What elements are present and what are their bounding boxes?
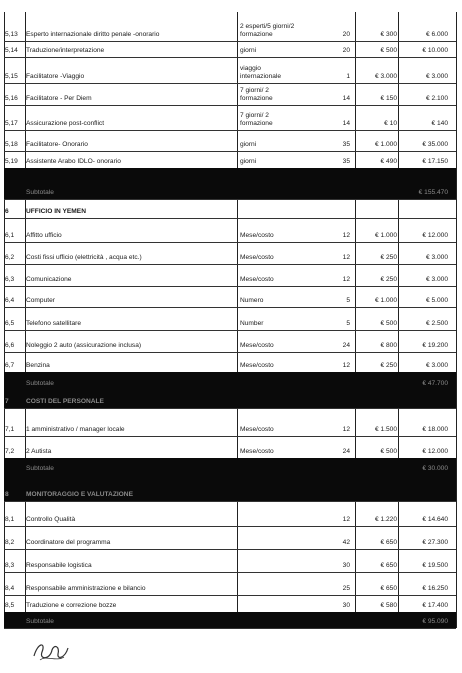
table-row xyxy=(4,12,456,42)
row-number: 7,1 xyxy=(5,426,15,433)
row-number: 5,14 xyxy=(5,47,18,54)
row-total: € 6.000 xyxy=(426,31,448,38)
row-number: 5,19 xyxy=(5,158,18,165)
row-description: Responsabile logistica xyxy=(26,562,92,569)
column-rule xyxy=(456,12,457,628)
row-unit: Mese/costo xyxy=(240,276,274,283)
row-number: 7,2 xyxy=(5,448,15,455)
row-unit-price: € 500 xyxy=(380,47,397,54)
row-unit-price: € 1.220 xyxy=(375,516,397,523)
row-unit: Mese/costo xyxy=(240,362,274,369)
row-quantity: 42 xyxy=(342,539,350,546)
row-quantity: 12 xyxy=(342,232,350,239)
row-number: 5,15 xyxy=(5,73,18,80)
row-unit-price: € 150 xyxy=(380,95,397,102)
row-number: 8,4 xyxy=(5,585,15,592)
row-description: Benzina xyxy=(26,362,50,369)
row-number: 8,2 xyxy=(5,539,15,546)
table-row xyxy=(4,572,456,596)
section-header-row xyxy=(4,199,456,219)
section-header-row xyxy=(4,390,456,409)
row-description: Subtotale xyxy=(26,189,54,196)
row-total: € 35.000 xyxy=(422,141,448,148)
table-row xyxy=(4,307,456,331)
row-unit-price: € 250 xyxy=(380,254,397,261)
row-unit: Mese/costo xyxy=(240,342,274,349)
row-description: Traduzione e correzione bozze xyxy=(26,602,117,609)
row-total: € 95.090 xyxy=(422,618,448,625)
row-number: 8,5 xyxy=(5,602,15,609)
row-description: Noleggio 2 auto (assicurazione inclusa) xyxy=(26,342,142,349)
row-total: € 5.000 xyxy=(426,297,448,304)
table-row xyxy=(4,218,456,243)
table-row xyxy=(4,330,456,353)
row-unit-price: € 580 xyxy=(380,602,397,609)
row-total: € 18.000 xyxy=(422,426,448,433)
row-unit-price: € 650 xyxy=(380,539,397,546)
row-total: € 16.250 xyxy=(422,585,448,592)
row-unit-price: € 1.000 xyxy=(375,232,397,239)
row-unit: 7 giorni/ 2 formazione xyxy=(240,87,273,102)
row-description: Coordinatore del programma xyxy=(26,539,111,546)
row-quantity: 24 xyxy=(342,448,350,455)
row-quantity: 12 xyxy=(342,426,350,433)
row-unit-price: € 490 xyxy=(380,158,397,165)
row-total: € 17.150 xyxy=(422,158,448,165)
row-number: 5,18 xyxy=(5,141,18,148)
row-description: Assicurazione post-conflict xyxy=(26,120,105,127)
subtotal-row xyxy=(4,372,456,391)
row-total: € 19.200 xyxy=(422,342,448,349)
table-row xyxy=(4,436,456,459)
row-unit-price: € 650 xyxy=(380,562,397,569)
row-description: Comunicazione xyxy=(26,276,72,283)
row-unit: 7 giorni/ 2 formazione xyxy=(240,112,273,127)
row-number: 6 xyxy=(5,208,9,215)
row-total: € 47.700 xyxy=(422,380,448,387)
row-description: Facilitatore- Onorario xyxy=(26,141,88,148)
row-quantity: 12 xyxy=(342,362,350,369)
table-row xyxy=(4,57,456,84)
row-quantity: 14 xyxy=(342,95,350,102)
row-unit-price: € 650 xyxy=(380,585,397,592)
handwritten-signature xyxy=(30,638,72,664)
row-number: 5,16 xyxy=(5,95,18,102)
row-quantity: 25 xyxy=(342,585,350,592)
row-unit: giorni xyxy=(240,158,257,165)
row-number: 6,4 xyxy=(5,297,15,304)
row-total: € 2.100 xyxy=(426,95,448,102)
row-description: Controllo Qualità xyxy=(26,516,76,523)
table-row xyxy=(4,595,456,613)
row-quantity: 30 xyxy=(342,602,350,609)
table-row xyxy=(4,41,456,58)
row-description: Traduzione/interpretazione xyxy=(26,47,105,54)
table-row xyxy=(4,501,456,527)
row-quantity: 24 xyxy=(342,342,350,349)
row-number: 8,3 xyxy=(5,562,15,569)
row-quantity: 12 xyxy=(342,254,350,261)
row-description: Subtotale xyxy=(26,618,54,625)
row-number: 8,1 xyxy=(5,516,15,523)
row-quantity: 35 xyxy=(342,158,350,165)
row-quantity: 35 xyxy=(342,141,350,148)
row-unit: Mese/costo xyxy=(240,426,274,433)
row-number: 6,7 xyxy=(5,362,15,369)
table-row xyxy=(4,130,456,152)
row-description: Facilitatore - Per Diem xyxy=(26,95,92,102)
row-description: Responsabile amministrazione e bilancio xyxy=(26,585,146,592)
row-quantity: 5 xyxy=(346,297,350,304)
row-total: € 10.000 xyxy=(422,47,448,54)
subtotal-row xyxy=(4,168,456,200)
row-unit: giorni xyxy=(240,141,257,148)
table-row xyxy=(4,408,456,437)
row-unit: Number xyxy=(240,320,264,327)
row-description: Computer xyxy=(26,297,55,304)
row-description: Facilitatore -Viaggio xyxy=(26,73,85,80)
row-unit-price: € 1.500 xyxy=(375,426,397,433)
table-row xyxy=(4,105,456,131)
row-quantity: 12 xyxy=(342,516,350,523)
row-description: Telefono satellitare xyxy=(26,320,81,327)
row-description: UFFICIO IN YEMEN xyxy=(26,208,86,215)
row-quantity: 12 xyxy=(342,276,350,283)
row-number: 8 xyxy=(5,491,9,498)
row-total: € 17.400 xyxy=(422,602,448,609)
row-number: 6,3 xyxy=(5,276,15,283)
table-row xyxy=(4,264,456,287)
row-quantity: 14 xyxy=(342,120,350,127)
row-unit-price: € 250 xyxy=(380,362,397,369)
row-description: 1 amministrativo / manager locale xyxy=(26,426,125,433)
row-unit-price: € 500 xyxy=(380,448,397,455)
table-row xyxy=(4,151,456,169)
row-total: € 140 xyxy=(431,120,448,127)
row-description: MONITORAGGIO E VALUTAZIONE xyxy=(26,491,133,498)
row-unit: Mese/costo xyxy=(240,448,274,455)
row-description: Assistente Arabo IDLO- onorario xyxy=(26,158,121,165)
table-row xyxy=(4,526,456,550)
row-unit: Numero xyxy=(240,297,264,304)
row-quantity: 1 xyxy=(346,73,350,80)
row-unit-price: € 500 xyxy=(380,320,397,327)
row-unit: 2 esperti/5 giorni/2 formazione xyxy=(240,23,295,38)
row-unit: Mese/costo xyxy=(240,232,274,239)
row-description: Subtotale xyxy=(26,380,54,387)
row-unit-price: € 1.000 xyxy=(375,297,397,304)
row-description: 2 Autista xyxy=(26,448,52,455)
row-unit-price: € 1.000 xyxy=(375,141,397,148)
subtotal-row xyxy=(4,458,456,476)
row-total: € 3.000 xyxy=(426,254,448,261)
row-total: € 12.000 xyxy=(422,448,448,455)
subtotal-row xyxy=(4,612,456,629)
row-unit-price: € 3.000 xyxy=(375,73,397,80)
row-unit: Mese/costo xyxy=(240,254,274,261)
row-total: € 12.000 xyxy=(422,232,448,239)
row-quantity: 20 xyxy=(342,31,350,38)
row-unit: viaggio internazionale xyxy=(240,65,282,80)
row-description: Subtotale xyxy=(26,465,54,472)
row-total: € 3.000 xyxy=(426,276,448,283)
row-number: 7 xyxy=(5,398,9,405)
row-unit-price: € 250 xyxy=(380,276,397,283)
row-quantity: 20 xyxy=(342,47,350,54)
row-total: € 14.640 xyxy=(422,516,448,523)
row-unit-price: € 300 xyxy=(380,31,397,38)
row-total: € 27.300 xyxy=(422,539,448,546)
row-description: Costi fissi ufficio (elettricità , acqua etc.) xyxy=(26,254,142,261)
row-number: 5,17 xyxy=(5,120,18,127)
row-total: € 3.000 xyxy=(426,362,448,369)
row-total: € 30.000 xyxy=(422,465,448,472)
row-number: 6,2 xyxy=(5,254,15,261)
row-total: € 19.500 xyxy=(422,562,448,569)
table-row xyxy=(4,549,456,573)
row-total: € 2.500 xyxy=(426,320,448,327)
row-number: 5,13 xyxy=(5,31,18,38)
row-description: COSTI DEL PERSONALE xyxy=(26,398,104,405)
row-unit: giorni xyxy=(240,47,257,54)
row-unit-price: € 800 xyxy=(380,342,397,349)
row-description: Affitto ufficio xyxy=(26,232,62,239)
row-quantity: 30 xyxy=(342,562,350,569)
table-row xyxy=(4,83,456,106)
row-description: Esperto internazionale diritto penale -onorario xyxy=(26,31,160,38)
row-number: 6,1 xyxy=(5,232,15,239)
row-number: 6,5 xyxy=(5,320,15,327)
row-unit-price: € 10 xyxy=(384,120,397,127)
row-total: € 3.000 xyxy=(426,73,448,80)
table-row xyxy=(4,242,456,265)
section-header-row xyxy=(4,475,456,502)
row-quantity: 5 xyxy=(346,320,350,327)
row-total: € 155.470 xyxy=(418,189,448,196)
row-number: 6,6 xyxy=(5,342,15,349)
table-row xyxy=(4,352,456,373)
table-row xyxy=(4,286,456,308)
